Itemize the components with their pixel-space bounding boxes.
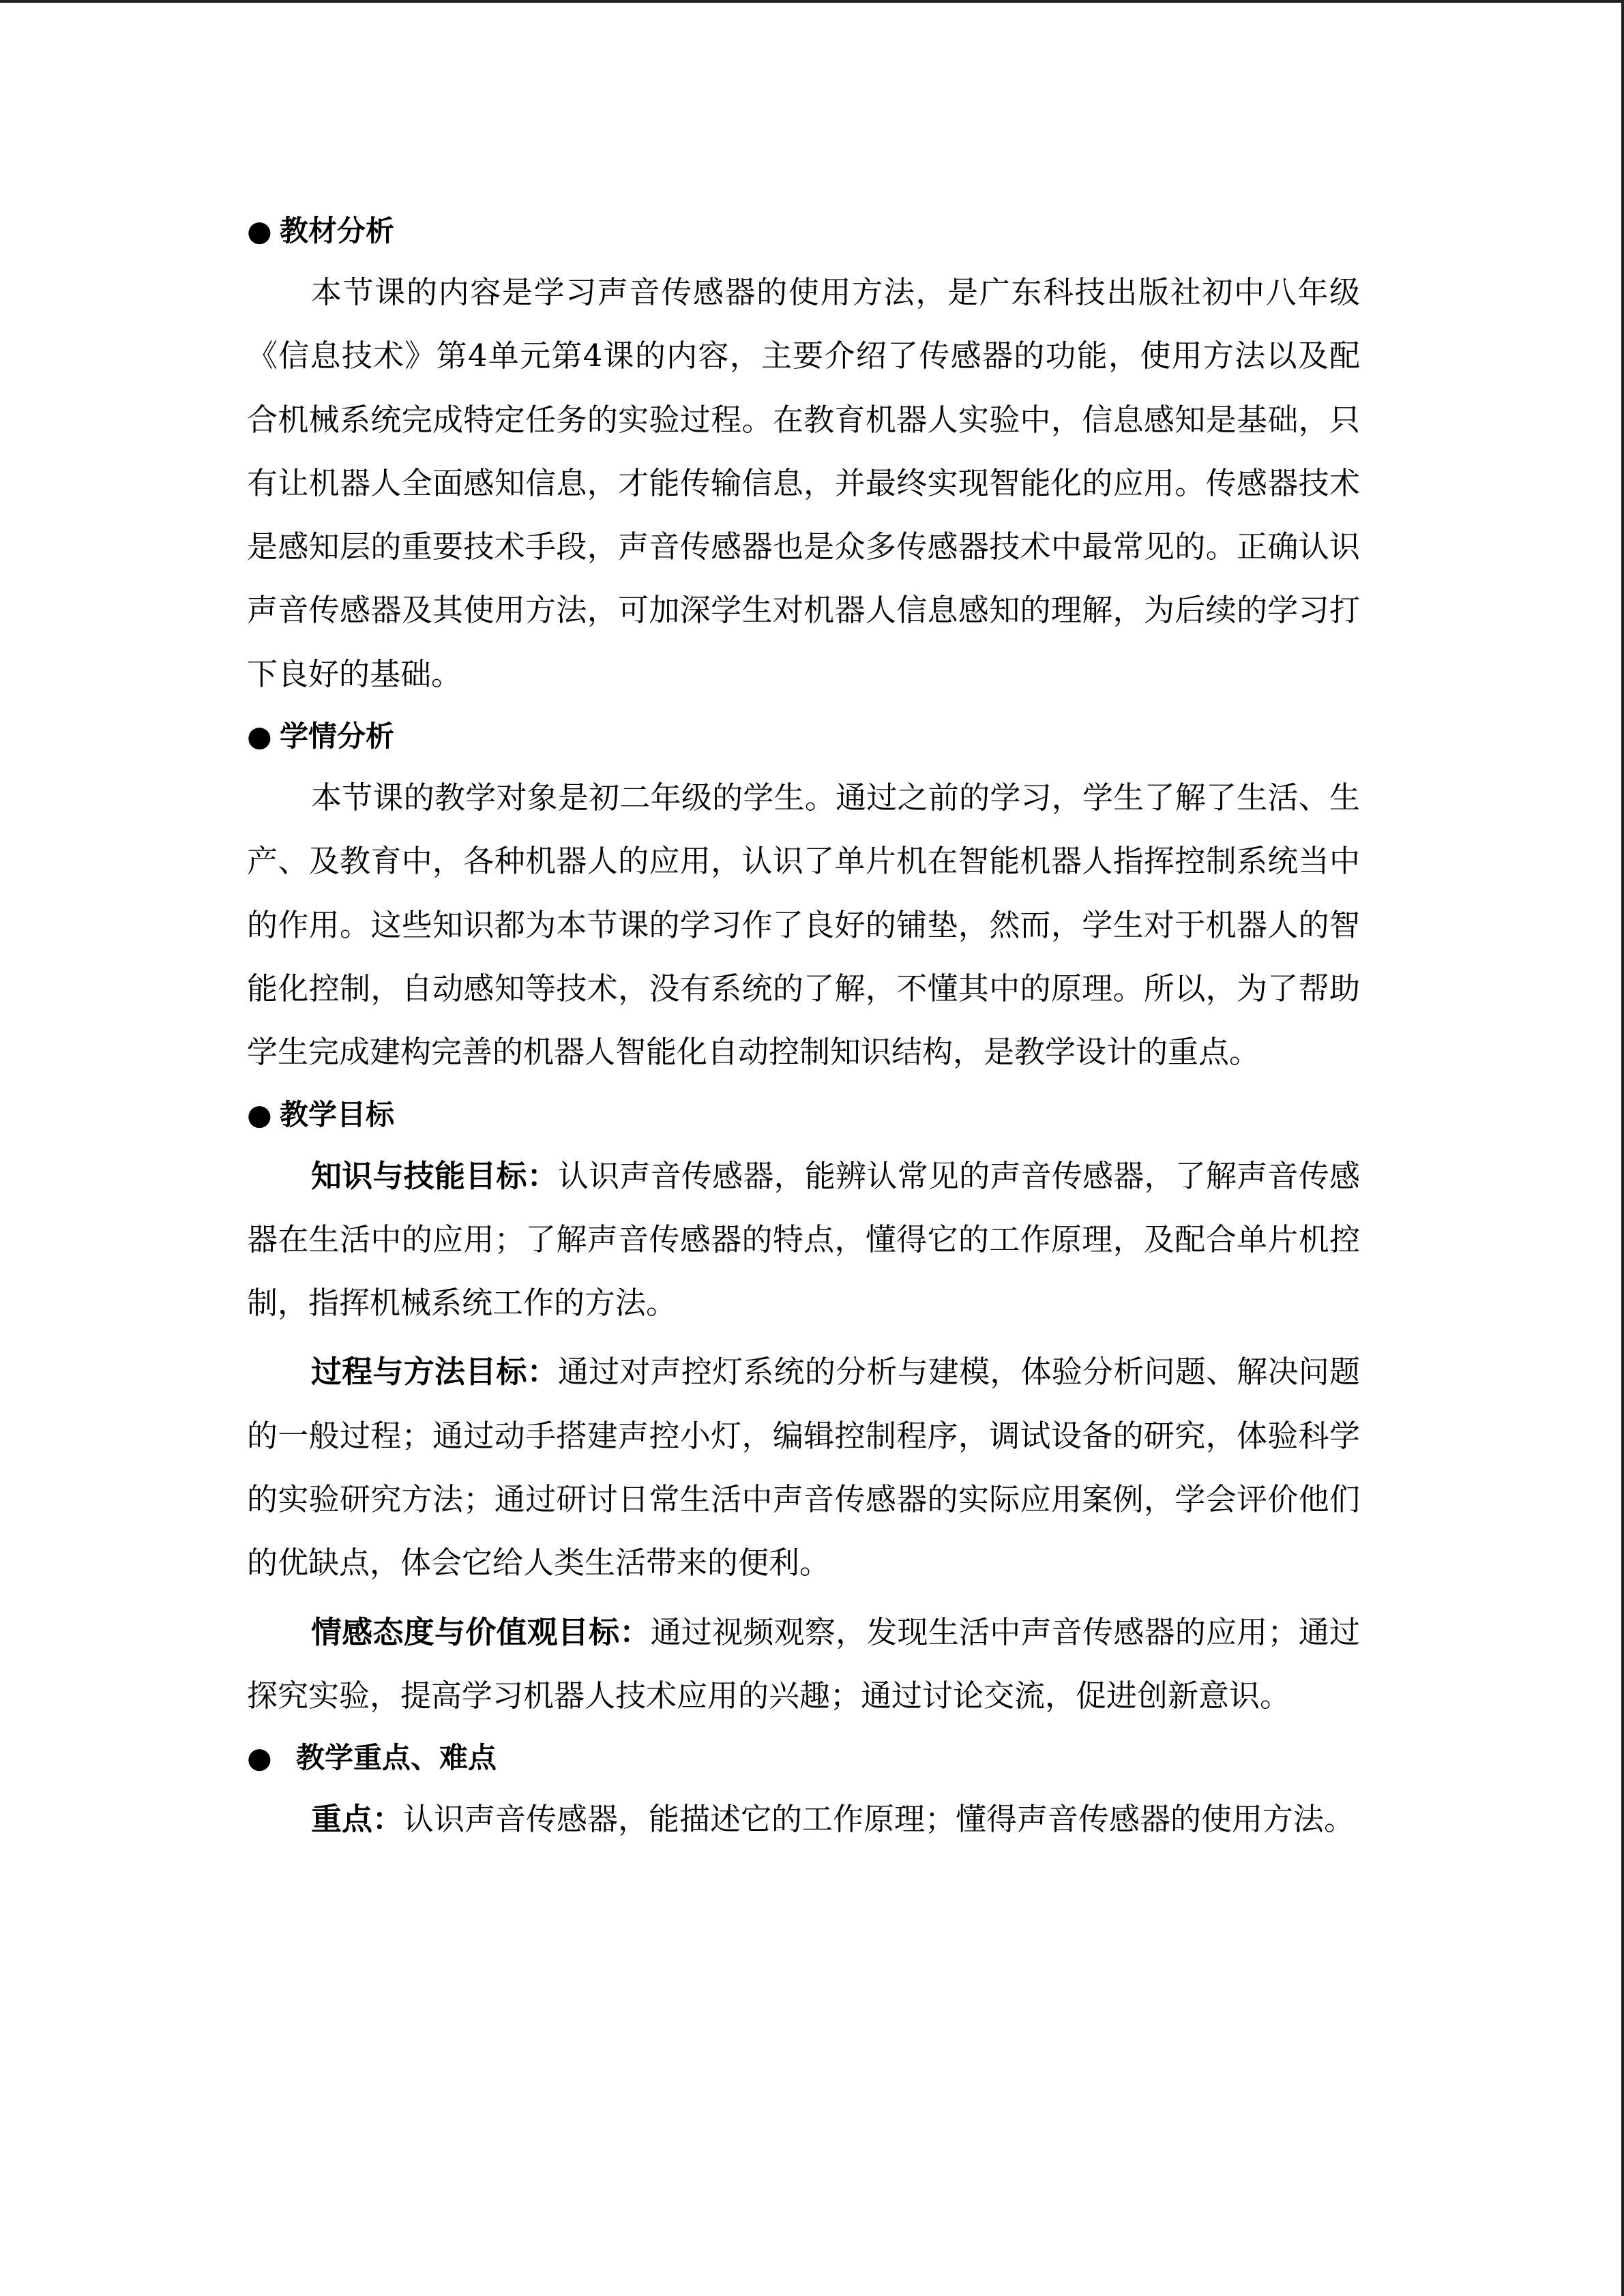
section-title: 教学目标: [280, 1097, 395, 1131]
paragraph-knowledge-skill-goal: [247, 1144, 1360, 1335]
section-heading-student-analysis: [247, 713, 1360, 760]
section-title: 教材分析: [280, 214, 395, 248]
paragraph-lead: 过程与方法目标：: [311, 1354, 558, 1390]
paragraph-text: 通过视频观察，发现生活中声音传感器的应用；通过探究实验，提高学习机器人技术应用的兴趣；通过讨论交流，促进创新意识。: [247, 1613, 1360, 1714]
paragraph-lead: 重点：: [311, 1801, 404, 1838]
section-heading-teaching-goals: [247, 1091, 1360, 1139]
paragraph-key-point: [247, 1787, 1360, 1851]
bullet-icon: ●: [247, 1741, 272, 1775]
paragraph-text: 通过对声控灯系统的分析与建模，体验分析问题、解决问题的一般过程；通过动手搭建声控小灯，编辑控制程序，调试设备的研究，体验科学的实验研究方法；通过研讨日常生活中声音传感器的实际应用案例，学会评价他们的优缺点，体会它给人类生活带来的便利。: [247, 1354, 1360, 1581]
section-title: 学情分析: [280, 719, 395, 754]
bullet-icon: ●: [247, 214, 272, 248]
paragraph-lead: 知识与技能目标：: [311, 1157, 558, 1194]
section-heading-textbook-analysis: [247, 207, 1360, 255]
paragraph-text: 认识声音传感器，能辨认常见的声音传感器，了解声音传感器在生活中的应用；了解声音传感器的特点，懂得它的工作原理，及配合单片机控制，指挥机械系统工作的方法。: [247, 1157, 1360, 1322]
bullet-icon: ●: [247, 719, 272, 754]
paragraph-text: 本节课的内容是学习声音传感器的使用方法，是广东科技出版社初中八年级《信息技术》第4单元第4课的内容，主要介绍了传感器的功能，使用方法以及配合机械系统完成特定任务的实验过程。在教育机器人实验中，信息感知是基础，只有让机器人全面感知信息，才能传输信息，并最终实现智能化的应用。传感器技术是感知层的重要技术手段，声音传感器也是众多传感器技术中最常见的。正确认识声音传感器及其使用方法，可加深学生对机器人信息感知的理解，为后续的学习打下良好的基础。: [247, 274, 1360, 692]
paragraph-textbook-analysis: [247, 260, 1360, 706]
section-heading-key-points: [247, 1734, 1360, 1782]
paragraph-text: 认识声音传感器，能描述它的工作原理；懂得声音传感器的使用方法。: [403, 1801, 1355, 1838]
bullet-icon: ●: [247, 1097, 272, 1131]
paragraph-text: 本节课的教学对象是初二年级的学生。通过之前的学习，学生了解了生活、生产、及教育中，各种机器人的应用，认识了单片机在智能机器人指挥控制系统当中的作用。这些知识都为本节课的学习作了良好的铺垫，然而，学生对于机器人的智能化控制，自动感知等技术，没有系统的了解，不懂其中的原理。所以，为了帮助学生完成建构完善的机器人智能化自动控制知识结构，是教学设计的重点。: [247, 779, 1360, 1071]
section-title: 教学重点、难点: [296, 1741, 497, 1775]
paragraph-process-method-goal: [247, 1340, 1360, 1594]
paragraph-emotion-value-goal: [247, 1600, 1360, 1728]
paragraph-lead: 情感态度与价值观目标：: [311, 1613, 651, 1650]
document-body: [247, 207, 1360, 1851]
paragraph-student-analysis: [247, 766, 1360, 1084]
